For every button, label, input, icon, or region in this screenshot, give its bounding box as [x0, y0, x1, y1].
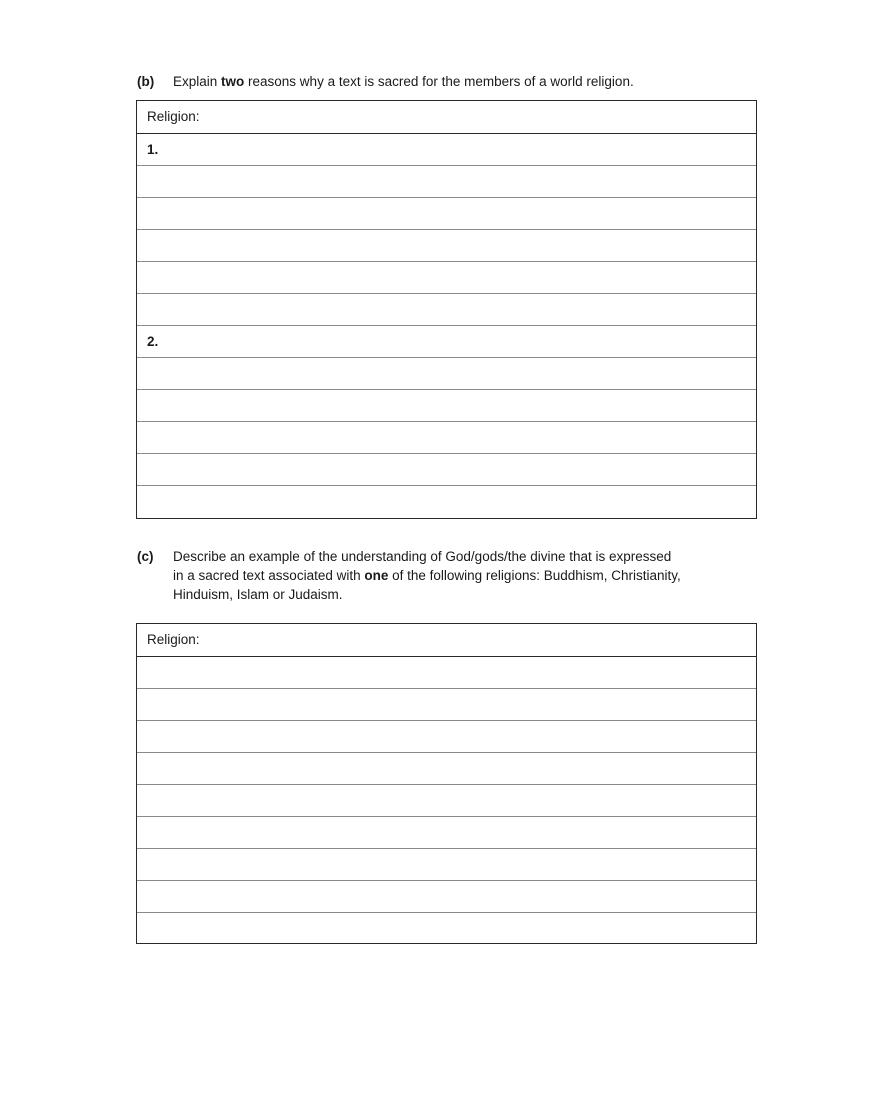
- question-c-line-2-bold: one: [364, 568, 389, 583]
- religion-label-c: Religion:: [147, 632, 200, 647]
- answer-line[interactable]: [137, 880, 756, 912]
- answer-line[interactable]: [137, 752, 756, 784]
- answer-line[interactable]: [137, 720, 756, 752]
- question-c-line-3: Hinduism, Islam or Judaism.: [173, 587, 343, 602]
- answer-line[interactable]: [137, 293, 756, 325]
- question-b-text-end: reasons why a text is sacred for the members of a world religion.: [244, 74, 634, 89]
- answer-line[interactable]: [137, 421, 756, 453]
- question-c-line-1: Describe an example of the understanding of God/gods/the divine that is expressed: [173, 549, 672, 564]
- question-b-text-bold: two: [221, 74, 245, 89]
- question-b-label: (b): [137, 74, 155, 89]
- answer-line[interactable]: [137, 816, 756, 848]
- answer-line[interactable]: [137, 912, 756, 943]
- answer-line[interactable]: [137, 656, 756, 688]
- answer-line[interactable]: [137, 261, 756, 293]
- answer-line[interactable]: [137, 357, 756, 389]
- answer-line[interactable]: [137, 453, 756, 485]
- question-c-line-2-end: of the following religions: Buddhism, Christianity,: [388, 568, 681, 583]
- answer-line[interactable]: [137, 848, 756, 880]
- religion-label-b: Religion:: [147, 109, 200, 124]
- question-c-text: [173, 547, 757, 604]
- answer-line[interactable]: [137, 688, 756, 720]
- religion-row-b[interactable]: [137, 101, 756, 133]
- answer-line[interactable]: [137, 165, 756, 197]
- answer-line[interactable]: [137, 389, 756, 421]
- question-b: [137, 72, 757, 91]
- question-c-label: (c): [137, 549, 154, 564]
- question-c-line-2-start: in a sacred text associated with: [173, 568, 365, 583]
- item-2-label: 2.: [147, 334, 159, 349]
- religion-row-c[interactable]: [137, 624, 756, 656]
- answer-line-b1-label-row[interactable]: [137, 133, 756, 165]
- question-b-text-start: Explain: [173, 74, 222, 89]
- answer-line[interactable]: [137, 197, 756, 229]
- item-1-label: 1.: [147, 142, 159, 157]
- answer-box-b: [136, 100, 757, 519]
- question-c: [137, 547, 757, 604]
- question-b-text: [173, 72, 757, 91]
- answer-line-b2-label-row[interactable]: [137, 325, 756, 357]
- answer-line[interactable]: [137, 784, 756, 816]
- answer-line[interactable]: [137, 229, 756, 261]
- answer-box-c: [136, 623, 757, 944]
- answer-line[interactable]: [137, 485, 756, 518]
- question-c-line-2: [173, 566, 757, 585]
